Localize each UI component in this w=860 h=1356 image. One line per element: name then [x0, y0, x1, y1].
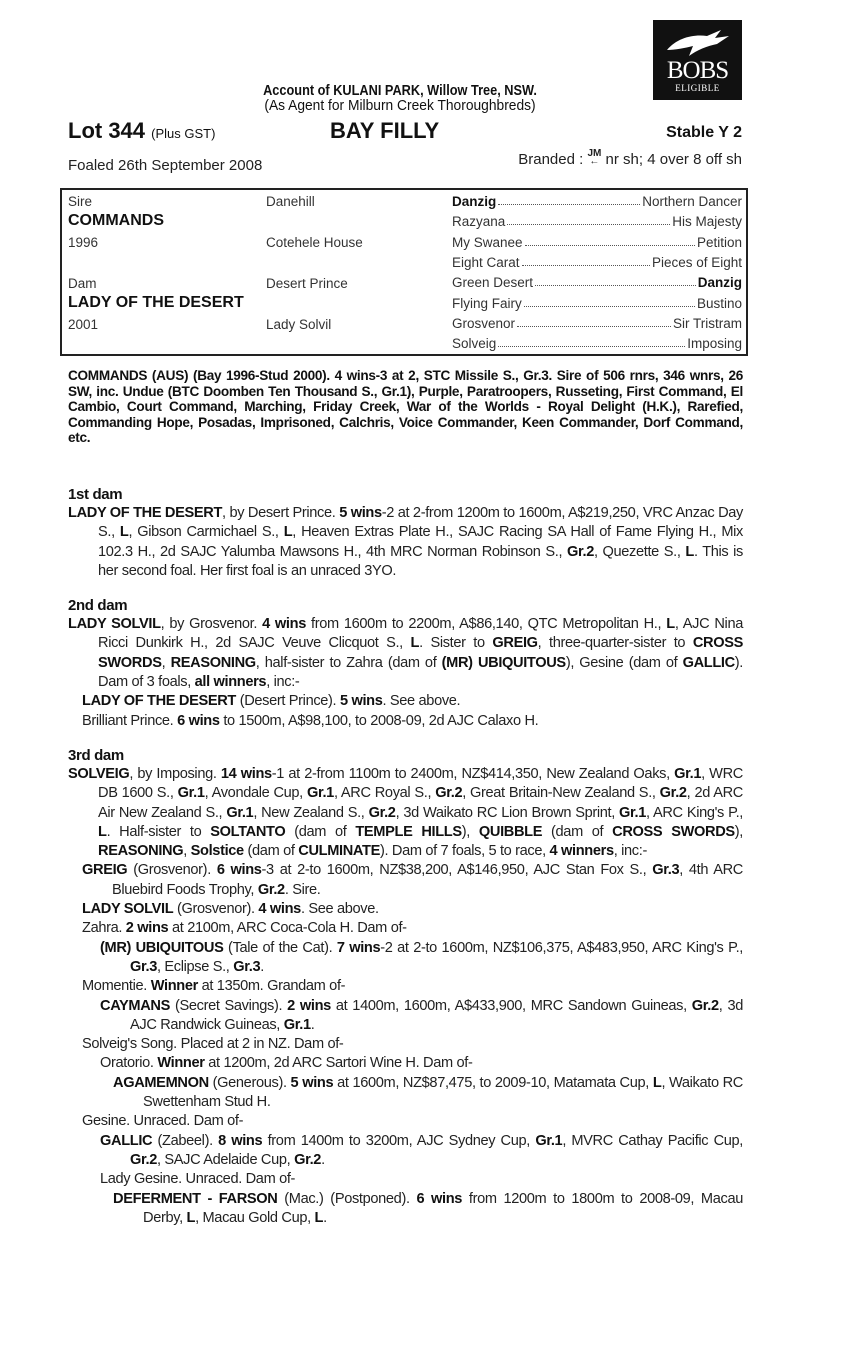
produce-entry: [68, 1035, 743, 1054]
bold-text: 8 wins: [218, 1132, 263, 1149]
bold-text: 5 wins: [339, 693, 383, 710]
bold-text: SOLVEIG: [68, 765, 130, 782]
leader-dots: [498, 336, 685, 347]
bold-text: Gr.2: [257, 881, 285, 898]
text: , 4th ARC Bluebird Foods Trophy,: [112, 862, 743, 898]
ancestor-sire: Northern Dancer: [642, 194, 742, 209]
ancestor-sire: Imposing: [687, 336, 742, 352]
produce-entry: [68, 1074, 743, 1113]
text: from 1200m to 1800m to 2008-09, Macau Derby,: [143, 1190, 743, 1226]
produce-entry: [68, 1190, 743, 1229]
ancestor-name: Green Desert: [452, 275, 534, 291]
logo-eligible: ELIGIBLE: [675, 83, 720, 93]
pedigree-table: [60, 188, 748, 356]
text: Gesine. Unraced. Dam of-: [82, 1113, 244, 1130]
produce-entry: [68, 997, 743, 1036]
bold-text: 7 wins: [336, 939, 381, 956]
gst-note: (Plus GST): [151, 126, 216, 141]
bold-text: 14 wins: [220, 765, 272, 782]
text: . Half-sister to: [106, 823, 211, 840]
dam-name: LADY OF THE DESERT: [68, 294, 244, 311]
dam-section: [68, 597, 743, 731]
text: .: [310, 1016, 315, 1033]
bold-text: LADY OF THE DESERT: [82, 693, 236, 710]
bold-text: Gr.2: [294, 1151, 322, 1168]
bold-text: AGAMEMNON: [113, 1074, 209, 1091]
bold-text: CROSS SWORDS: [98, 635, 743, 671]
bold-text: LADY SOLVIL: [82, 901, 174, 918]
text: , 3d Waikato RC Lion Brown Sprint,: [395, 804, 619, 821]
text: , inc:-: [613, 843, 647, 860]
bold-text: L: [652, 1074, 662, 1091]
bold-text: REASONING: [170, 654, 256, 671]
ancestor-sire: Danzig: [697, 275, 742, 291]
text: -3 at 2-to 1600m, NZ$38,200, A$146,950, AJC Stan Fox S.,: [261, 862, 653, 879]
text: , half-sister to Zahra (dam of: [255, 654, 442, 671]
bold-text: Gr.2: [368, 804, 396, 821]
produce-entry: [68, 1132, 743, 1171]
text: , inc:-: [266, 674, 300, 691]
produce-entry: [68, 712, 743, 731]
pedigree-gen3-row: [452, 214, 742, 229]
stable-location: Stable Y 2: [666, 124, 742, 141]
bold-text: L: [666, 616, 675, 633]
text: , Gibson Carmichael S.,: [128, 524, 284, 541]
text: at 1200m, 2d ARC Sartori Wine H. Dam of-: [204, 1055, 473, 1072]
bold-text: Winner: [150, 978, 198, 995]
pedigree-gen3-row: [452, 336, 742, 351]
produce-entry: [68, 504, 743, 581]
text: .: [260, 958, 264, 975]
text: , SAJC Adelaide Cup,: [157, 1151, 295, 1168]
text: (dam of: [243, 843, 299, 860]
ancestor-name: Danzig: [452, 194, 497, 209]
produce-entry: [68, 615, 743, 692]
text: , Macau Gold Cup,: [195, 1209, 315, 1226]
text: , Heaven Extras Plate H., SAJC Racing SA Hall of Fame Flying H., Mix 102.3 H., 2d SAJC Yalumba Mawsons H., 4th MRC Norman Robinson S.,: [98, 524, 743, 560]
bold-text: CROSS SWORDS: [612, 823, 735, 840]
text: (Grosvenor).: [173, 901, 259, 918]
text: at 2100m, ARC Coca-Cola H. Dam of-: [168, 920, 407, 937]
text: , 3d AJC Randwick Guineas,: [130, 997, 743, 1033]
bold-text: Gr.1: [177, 785, 205, 802]
text: -1 at 2-from 1100m to 2400m, NZ$414,350, New Zealand Oaks,: [271, 765, 675, 782]
bold-text: L: [410, 635, 420, 652]
ancestor-name: Flying Fairy: [452, 295, 522, 311]
bold-text: 5 wins: [290, 1074, 334, 1091]
text: , by Grosvenor.: [160, 616, 263, 633]
text: ). Dam of 7 foals, 5 to race,: [379, 843, 550, 860]
bold-text: QUIBBLE: [478, 823, 543, 840]
text: from 1400m to 3200m, AJC Sydney Cup,: [262, 1132, 536, 1149]
produce-entry: [68, 1112, 743, 1131]
text: at 1350m. Grandam of-: [197, 978, 346, 995]
ancestor-sire: Pieces of Eight: [651, 254, 742, 270]
text: (Desert Prince).: [235, 693, 340, 710]
pedigree-gen3-row: [452, 275, 742, 290]
pedigree-gen3-row: [452, 235, 742, 250]
text: , three-quarter-sister to: [537, 635, 693, 652]
bold-text: SOLTANTO: [210, 823, 286, 840]
produce-entry: [68, 861, 743, 900]
dam-section-title: 1st dam: [68, 486, 123, 503]
produce-entry: [68, 765, 743, 861]
bold-text: 5 wins: [339, 505, 382, 521]
text: .: [323, 1209, 327, 1226]
bold-text: REASONING: [98, 843, 184, 860]
text: , by Desert Prince.: [222, 505, 340, 521]
brand-text: nr sh; 4 over 8 off sh: [605, 151, 742, 168]
bold-text: Gr.1: [619, 804, 646, 821]
dam-section: [68, 747, 743, 1228]
bold-text: 6 wins: [216, 862, 262, 879]
leader-dots: [498, 194, 640, 205]
text: , ARC Royal S.,: [333, 785, 436, 802]
bold-text: GREIG: [492, 635, 538, 652]
text: from 1600m to 2200m, A$86,140, QTC Metropolitan H.,: [305, 616, 667, 633]
bold-text: Gr.3: [652, 862, 680, 879]
horse-description: BAY FILLY: [330, 118, 440, 143]
bold-text: Gr.2: [435, 785, 463, 802]
bold-text: Gr.3: [130, 958, 157, 975]
text: (Tale of the Cat).: [223, 939, 337, 956]
lot-number: [68, 118, 215, 144]
bold-text: L: [685, 543, 694, 560]
brand-mark-letters: JM: [587, 148, 602, 159]
text: (Mac.) (Postponed).: [277, 1190, 417, 1207]
bold-text: L: [186, 1209, 196, 1226]
text: -2 at 2-from 1200m to 1600m, A$219,250, VRC Anzac Day S.,: [98, 505, 743, 541]
text: ,: [161, 654, 171, 671]
bold-text: TEMPLE HILLS: [355, 823, 462, 840]
bold-text: LADY OF THE DESERT: [68, 505, 223, 521]
brand-mark: JM ←: [587, 148, 602, 167]
text: , by Imposing.: [129, 765, 221, 782]
ancestor-sire: His Majesty: [672, 214, 742, 230]
bold-text: Gr.1: [226, 804, 254, 821]
leader-dots: [522, 255, 650, 266]
foaling-date: Foaled 26th September 2008: [68, 157, 263, 174]
text: . See above.: [300, 901, 379, 918]
ancestor-name: Solveig: [452, 336, 497, 352]
produce-entry: [68, 977, 743, 996]
text: . Sister to: [419, 635, 493, 652]
produce-entry: [68, 692, 743, 711]
ancestor-name: Grosvenor: [452, 315, 516, 331]
text: (Generous).: [208, 1074, 291, 1091]
bold-text: 4 wins: [258, 901, 301, 918]
text: (Grosvenor).: [127, 862, 217, 879]
text: , New Zealand S.,: [253, 804, 369, 821]
text: at 1400m, 1600m, A$433,900, MRC Sandown Guineas,: [330, 997, 692, 1014]
vendor-agent: (As Agent for Milburn Creek Thoroughbreds): [264, 97, 536, 114]
text: . See above.: [382, 693, 461, 710]
text: (Secret Savings).: [170, 997, 288, 1014]
bold-text: Gr.2: [130, 1151, 157, 1168]
dam-section-title: 2nd dam: [68, 597, 128, 615]
produce-entry: [68, 900, 743, 919]
bold-text: 4 winners: [549, 843, 614, 860]
bold-text: all winners: [194, 674, 267, 691]
bold-text: Gr.1: [306, 785, 334, 802]
produce-entry: [68, 919, 743, 938]
bold-text: Winner: [157, 1055, 205, 1072]
sire-name: COMMANDS: [68, 212, 164, 229]
ancestor-sire: Petition: [696, 234, 742, 250]
bold-text: CAYMANS: [100, 997, 170, 1014]
text: , Quezette S.,: [594, 543, 686, 560]
sire-label: Sire: [68, 194, 93, 209]
text: , Avondale Cup,: [204, 785, 307, 802]
text: , ARC King's P.,: [646, 804, 743, 821]
bold-text: 6 wins: [177, 712, 220, 729]
logo-bobs: BOBS: [666, 57, 729, 84]
text: , Great Britain-New Zealand S.,: [462, 785, 660, 802]
ancestor-name: Razyana: [452, 214, 506, 230]
text: (Zabeel).: [152, 1132, 219, 1149]
dam-sire: Desert Prince: [266, 276, 348, 291]
text: ,: [183, 843, 191, 860]
text: Momentie.: [82, 978, 151, 995]
bold-text: Gr.1: [535, 1132, 563, 1149]
ancestor-sire: Sir Tristram: [673, 315, 742, 331]
text: ),: [734, 823, 743, 840]
sire-sire: Danehill: [266, 194, 315, 209]
bold-text: L: [98, 823, 107, 840]
vendor-account: Account of KULANI PARK, Willow Tree, NSW.: [263, 82, 537, 99]
leader-dots: [507, 214, 670, 225]
bold-text: L: [283, 524, 293, 541]
leader-dots: [525, 235, 695, 246]
bold-text: Gr.2: [691, 997, 719, 1014]
text: -2 at 2-to 1600m, NZ$106,375, A$483,950, ARC King's P.,: [380, 939, 743, 956]
bold-text: Gr.1: [283, 1016, 311, 1033]
brand-info: [518, 150, 742, 168]
bold-text: CULMINATE: [298, 843, 380, 860]
text: at 1600m, NZ$87,475, to 2009-10, Matamata Cup,: [333, 1074, 653, 1091]
text: Solveig's Song. Placed at 2 in NZ. Dam of-: [82, 1036, 344, 1053]
lot-label: Lot 344: [68, 118, 146, 143]
dam-lines: [68, 486, 743, 1244]
dam-label: Dam: [68, 276, 97, 291]
sire-summary: COMMANDS (AUS) (Bay 1996-Stud 2000). 4 wins-3 at 2, STC Missile S., Gr.3. Sire of 506 rnrs, 346 wnrs, 26 SW, inc. Undue (BTC Doomben Ten Thousand S., Gr.1), Purple, Paratroopers, Russeting, First Command, El Cambio, Court Command, Marching, Friday Creek, War of the Worlds - Royal Delight (H.K.), Rarefied, Commanding Hope, Posadas, Imprisoned, Calchris, Voice Commander, Keen Commander, Dorf Command, etc.: [68, 368, 743, 445]
bold-text: Gr.1: [674, 765, 702, 782]
bold-text: DEFERMENT - FARSON: [113, 1190, 278, 1207]
ancestor-name: My Swanee: [452, 234, 523, 250]
pedigree-gen3-row: [452, 194, 742, 209]
bold-text: 4 wins: [262, 616, 306, 633]
bold-text: LADY SOLVIL: [68, 616, 161, 633]
bold-text: Gr.3: [233, 958, 261, 975]
bold-text: (MR) UBIQUITOUS: [441, 654, 566, 671]
dam-dam: Lady Solvil: [266, 317, 332, 332]
bold-text: 2 wins: [287, 997, 331, 1014]
sire-year: 1996: [68, 235, 99, 250]
text: Brilliant Prince.: [82, 712, 178, 729]
bold-text: 6 wins: [416, 1190, 463, 1207]
text: , 2d ARC Air New Zealand S.,: [98, 785, 743, 821]
bold-text: 2 wins: [125, 920, 169, 937]
produce-entry: [68, 939, 743, 978]
bold-text: GALLIC: [100, 1132, 153, 1149]
text: ),: [461, 823, 479, 840]
dam-year: 2001: [68, 317, 99, 332]
text: to 1500m, A$98,100, to 2008-09, 2d AJC Calaxo H.: [219, 712, 539, 729]
bold-text: GREIG: [82, 862, 128, 879]
text: (dam of: [542, 823, 613, 840]
leader-dots: [524, 296, 695, 307]
text: Zahra.: [82, 920, 126, 937]
ancestor-name: Eight Carat: [452, 254, 520, 270]
bold-text: Gr.2: [567, 543, 594, 560]
leader-dots: [517, 316, 671, 327]
text: Lady Gesine. Unraced. Dam of-: [100, 1171, 296, 1188]
bold-text: L: [119, 524, 129, 541]
bold-text: (MR) UBIQUITOUS: [100, 939, 224, 956]
bold-text: Solstice: [190, 843, 244, 860]
text: , WRC DB 1600 S.,: [98, 765, 743, 802]
dam-section-title: 3rd dam: [68, 746, 124, 764]
dam-section: [68, 486, 743, 581]
text: , MVRC Cathay Pacific Cup,: [562, 1132, 743, 1149]
pedigree-gen3-row: [452, 316, 742, 331]
text: . Sire.: [284, 881, 321, 898]
bold-text: Gr.2: [659, 785, 687, 802]
produce-entry: [68, 1170, 743, 1189]
horse-head-icon: [663, 26, 733, 58]
text: .: [321, 1151, 325, 1168]
text: . This is her second foal. Her first foal is an unraced 3YO.: [98, 543, 744, 579]
text: , Waikato RC Swettenham Stud H.: [143, 1074, 743, 1111]
text: , AJC Nina Ricci Dunkirk H., 2d SAJC Veuve Clicquot S.,: [98, 616, 743, 652]
pedigree-gen3-row: [452, 255, 742, 270]
text: ). Dam of 3 foals,: [98, 654, 743, 691]
branded-label: Branded :: [518, 151, 584, 168]
text: ), Gesine (dam of: [565, 654, 683, 671]
bold-text: L: [314, 1209, 324, 1226]
bold-text: GALLIC: [682, 654, 735, 671]
pedigree-gen3-row: [452, 296, 742, 311]
produce-entry: [68, 1054, 743, 1073]
text: Oratorio.: [100, 1055, 158, 1072]
text: , Eclipse S.,: [157, 958, 234, 975]
ancestor-sire: Bustino: [696, 295, 742, 311]
leader-dots: [535, 275, 696, 286]
sire-dam: Cotehele House: [266, 235, 363, 250]
text: (dam of: [285, 823, 356, 840]
